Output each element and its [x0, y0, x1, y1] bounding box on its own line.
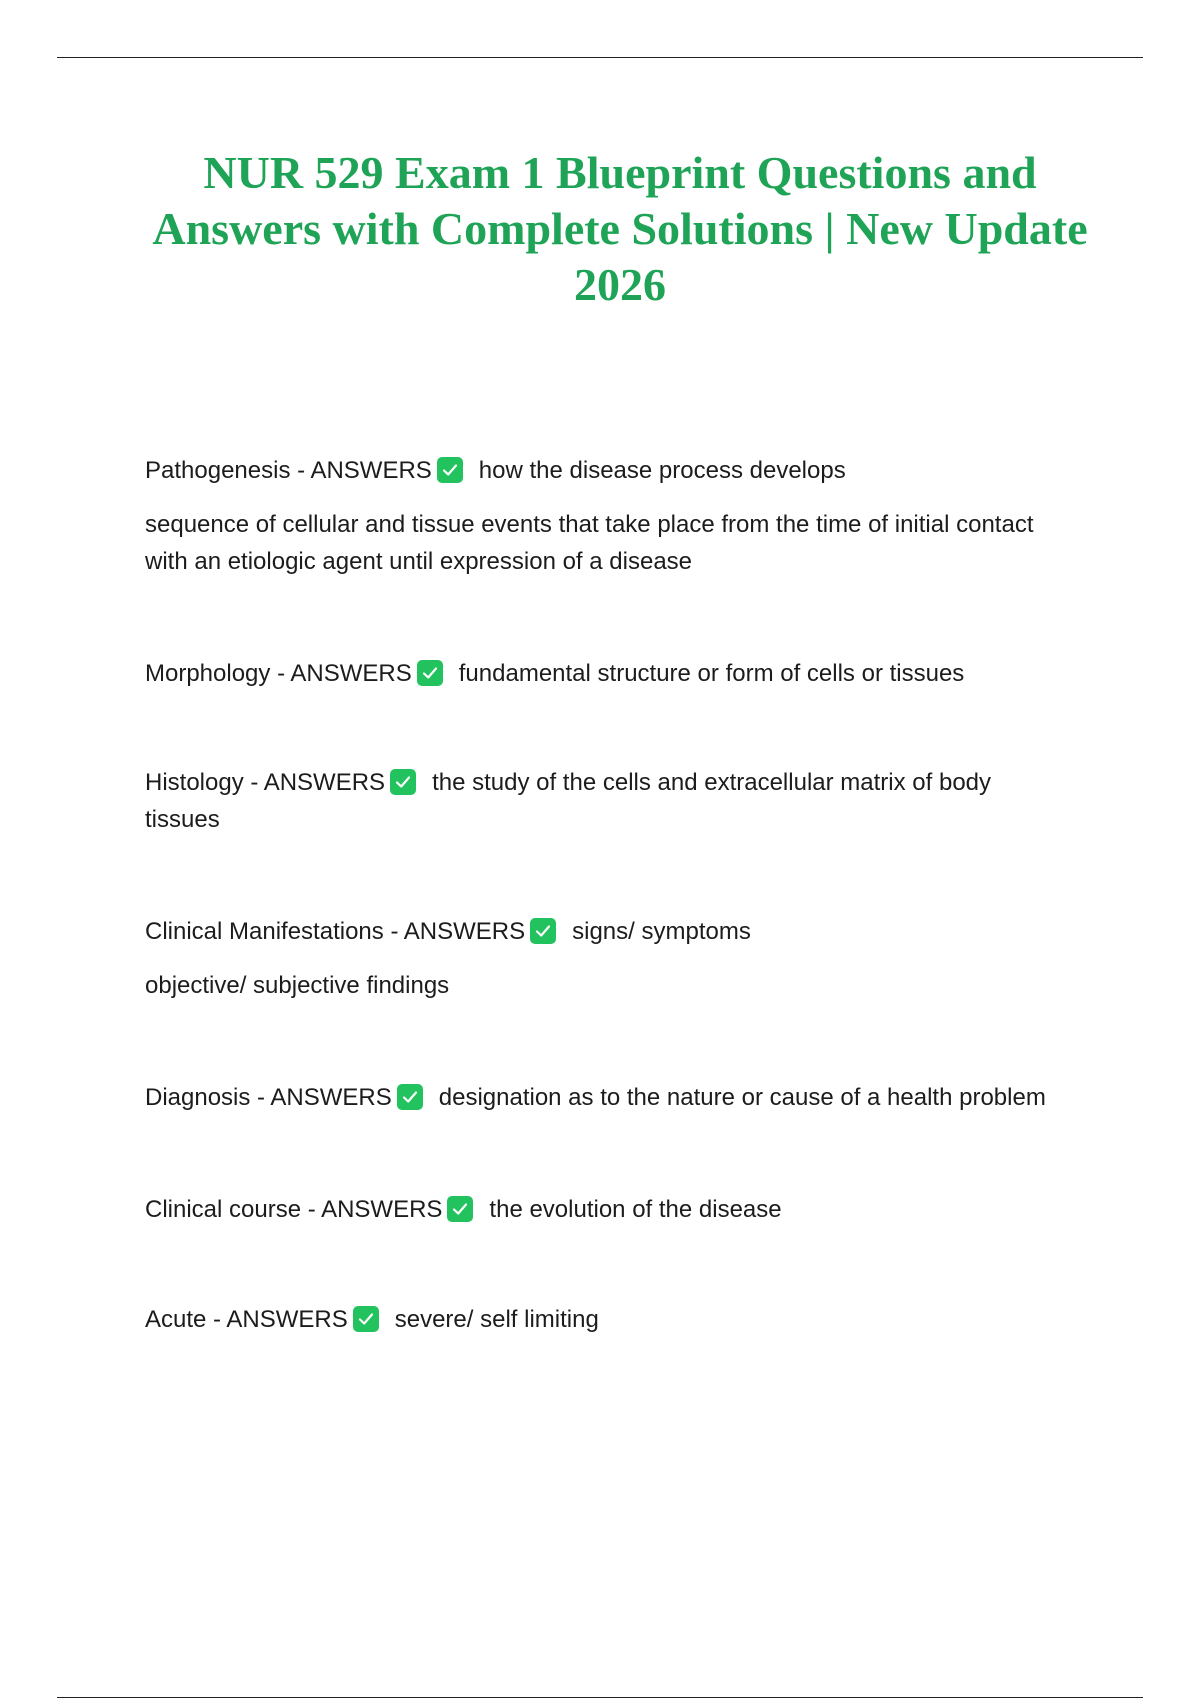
qa-line: [145, 655, 1070, 692]
qa-extra: objective/ subjective findings: [145, 972, 450, 999]
qa-line: [145, 913, 1070, 950]
bottom-divider: [57, 1697, 1143, 1698]
qa-entry-acute: [145, 1301, 1070, 1338]
qa-entry-pathogenesis: [145, 452, 1070, 580]
qa-entry-diagnosis: [145, 1079, 1070, 1116]
qa-entry-clinical-course: [145, 1191, 1070, 1228]
qa-entry-clinical-manifestations: [145, 913, 1070, 1004]
qa-term: Diagnosis - ANSWERS: [145, 1084, 392, 1111]
green-check-icon: [353, 1306, 379, 1332]
qa-entry-morphology: [145, 655, 1070, 692]
qa-answer: the study of the cells and extracellular matrix of body tissues: [145, 769, 992, 833]
qa-answer: how the disease process develops: [478, 457, 846, 484]
qa-line: [145, 1079, 1070, 1116]
green-check-icon: [447, 1196, 473, 1222]
qa-entry-histology: [145, 764, 1070, 838]
qa-answer: fundamental structure or form of cells or tissues: [458, 660, 965, 687]
qa-line: [145, 452, 1070, 489]
green-check-icon: [530, 918, 556, 944]
qa-list: [145, 452, 1070, 1338]
green-check-icon: [390, 769, 416, 795]
green-check-icon: [397, 1084, 423, 1110]
qa-term: Histology - ANSWERS: [145, 769, 386, 796]
green-check-icon: [437, 457, 463, 483]
document-title: NUR 529 Exam 1 Blueprint Questions and Answers with Complete Solutions | New Update 2026: [152, 147, 1088, 310]
green-check-icon: [417, 660, 443, 686]
qa-term: Clinical course - ANSWERS: [145, 1196, 443, 1223]
qa-term: Pathogenesis - ANSWERS: [145, 457, 432, 484]
qa-term: Clinical Manifestations - ANSWERS: [145, 918, 526, 945]
qa-term: Acute - ANSWERS: [145, 1306, 348, 1333]
qa-extra: sequence of cellular and tissue events that take place from the time of initial contact with an etiologic agent until expression of a disease: [145, 511, 1034, 575]
top-divider: [57, 57, 1143, 58]
qa-line: [145, 1191, 1070, 1228]
qa-line: [145, 1301, 1070, 1338]
qa-answer: signs/ symptoms: [572, 918, 751, 945]
qa-line: [145, 764, 1070, 838]
qa-answer: designation as to the nature or cause of a health problem: [438, 1084, 1046, 1111]
qa-answer: the evolution of the disease: [489, 1196, 782, 1223]
qa-term: Morphology - ANSWERS: [145, 660, 412, 687]
qa-answer: severe/ self limiting: [394, 1306, 599, 1333]
